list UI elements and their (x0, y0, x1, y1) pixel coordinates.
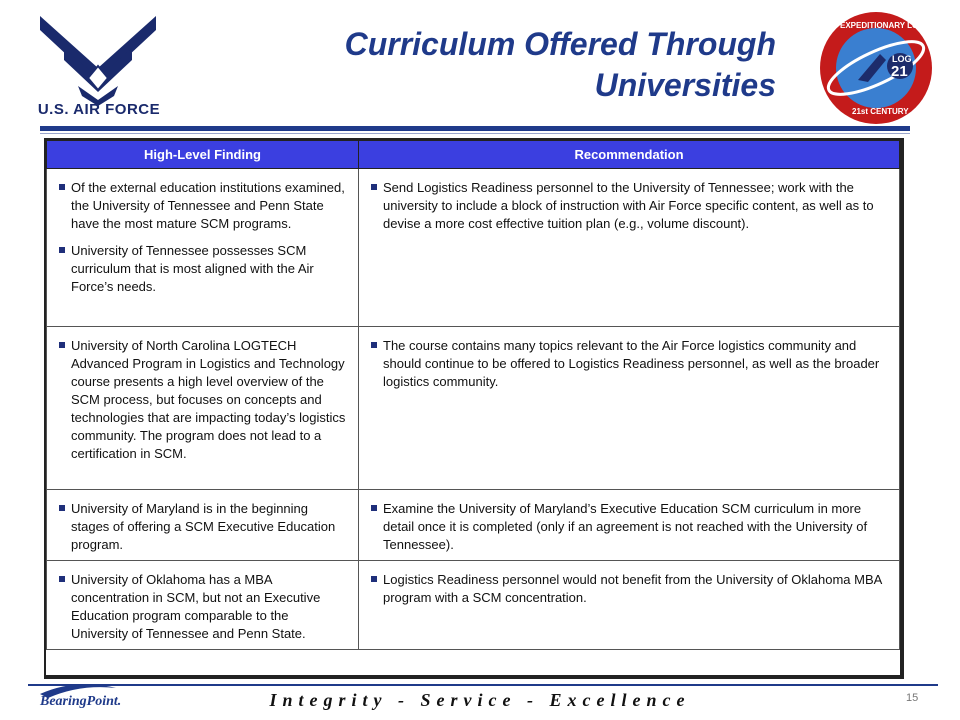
bullet-icon (371, 576, 377, 582)
slide-title: Curriculum Offered Through Universities (344, 26, 776, 103)
findings-table (44, 138, 904, 679)
recommendation-cell (359, 490, 900, 561)
header-recommendation: Recommendation (359, 141, 900, 169)
bearingpoint-logo-text: BearingPoint. (40, 694, 122, 709)
header-finding: High-Level Finding (47, 141, 359, 169)
log21-emblem-icon (818, 10, 951, 126)
finding-cell (47, 561, 359, 650)
bullet-icon (59, 342, 65, 348)
bullet-icon (371, 184, 377, 190)
recommendation-cell (359, 169, 900, 327)
header-divider-thin (40, 133, 910, 134)
table-header-row (47, 141, 900, 169)
bullet-item: Of the external education institutions examined, the University of Tennessee and Penn State have the most mature SCM programs. (59, 179, 348, 233)
footer-motto: Integrity - Service - Excellence (269, 690, 691, 710)
bullet-item: University of Maryland is in the beginning stages of offering a SCM Executive Education program. (59, 500, 348, 554)
emblem-number-text: 21 (891, 63, 908, 80)
table-row (47, 490, 900, 561)
bullet-icon (59, 247, 65, 253)
header-divider (40, 126, 910, 131)
emblem-log-text: LOG (892, 54, 912, 64)
finding-cell (47, 169, 359, 327)
recommendation-cell (359, 561, 900, 650)
emblem-top-text: EXPEDITIONARY LOGISTICS (840, 21, 951, 30)
bullet-item: Logistics Readiness personnel would not benefit from the University of Oklahoma MBA program with a SCM concentration. (371, 571, 889, 607)
finding-cell (47, 327, 359, 490)
bullet-item: University of Tennessee possesses SCM curriculum that is most aligned with the Air Force’s needs. (59, 242, 348, 296)
table-row (47, 561, 900, 650)
bullet-icon (59, 184, 65, 190)
page-number: 15 (906, 692, 919, 704)
finding-cell (47, 490, 359, 561)
bullet-icon (371, 342, 377, 348)
air-force-logo-text: U.S. AIR FORCE (37, 101, 161, 118)
bullet-item: University of Oklahoma has a MBA concentration in SCM, but not an Executive Education program comparable to the University of Tennessee and Penn State. (59, 571, 348, 643)
bullet-item: University of North Carolina LOGTECH Advanced Program in Logistics and Technology course presents a high level overview of the SCM process, but focuses on concepts and technologies that are impacting today’s logistics community. The program does not lead to a certification in SCM. (59, 337, 348, 463)
bullet-item: Examine the University of Maryland’s Executive Education SCM curriculum in more detail once it is completed (only if an agreement is not reached with the University of Tennessee). (371, 500, 889, 554)
emblem-bottom-text: 21st CENTURY (852, 107, 909, 116)
bullet-icon (59, 505, 65, 511)
table-row (47, 169, 900, 327)
recommendation-cell (359, 327, 900, 490)
bullet-icon (371, 505, 377, 511)
footer-divider (28, 684, 938, 686)
bullet-item: Send Logistics Readiness personnel to the University of Tennessee; work with the university to include a block of instruction with Air Force specific content, as well as to devise a more cost effective tuition plan (e.g., volume discount). (371, 179, 889, 233)
bullet-item: The course contains many topics relevant to the Air Force logistics community and should continue to be offered to Logistics Readiness personnel, as well as the broader logistics community. (371, 337, 889, 391)
bullet-icon (59, 576, 65, 582)
table-row (47, 327, 900, 490)
